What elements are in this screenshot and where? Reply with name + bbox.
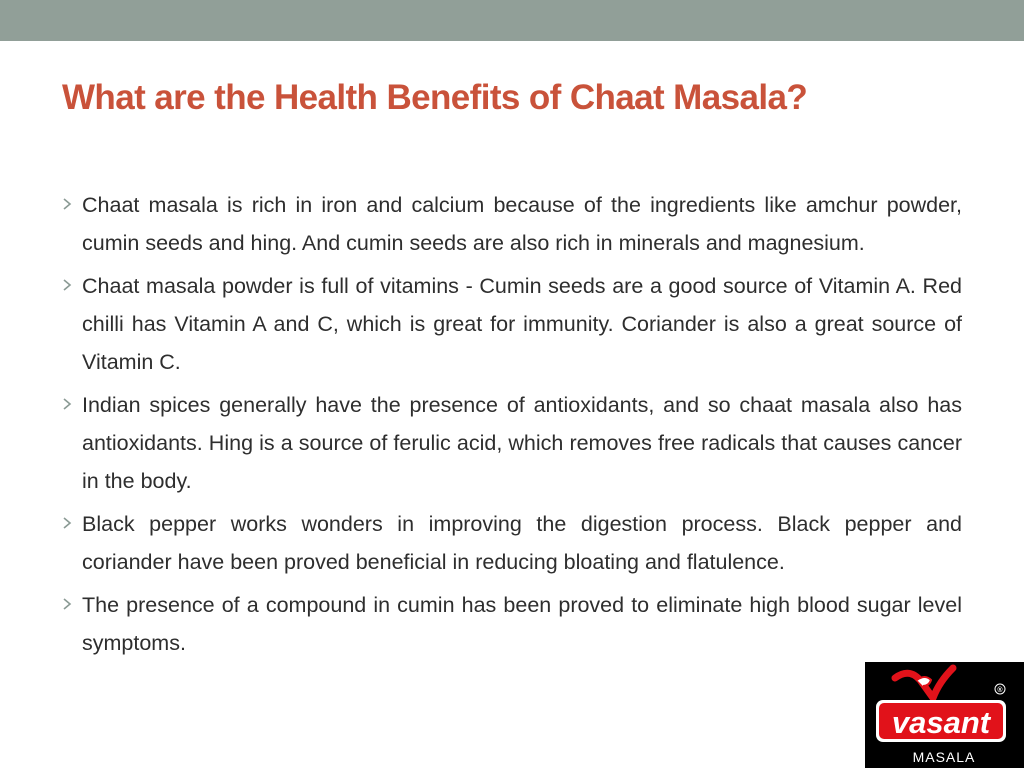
vasant-logo-graphic bbox=[865, 662, 1024, 768]
bullet-text: Indian spices generally have the presence of antioxidants, and so chaat masala also has antioxidants. Hing is a source of ferulic acid, which removes free radicals that causes cancer in the body. bbox=[82, 393, 962, 493]
arrow-bullet-icon bbox=[62, 516, 73, 530]
bullet-item bbox=[62, 586, 962, 662]
bullet-text: Chaat masala powder is full of vitamins - Cumin seeds are a good source of Vitamin A. Red chilli has Vitamin A and C, which is great for immunity. Coriander is also a great source of Vitamin C. bbox=[82, 274, 962, 374]
bullet-list bbox=[62, 186, 962, 667]
top-accent-bar bbox=[0, 0, 1024, 41]
registered-mark: ® bbox=[997, 687, 1003, 694]
bullet-item bbox=[62, 186, 962, 262]
arrow-bullet-icon bbox=[62, 597, 73, 611]
bullet-text: The presence of a compound in cumin has been proved to eliminate high blood sugar level symptoms. bbox=[82, 593, 962, 655]
bullet-text: Black pepper works wonders in improving the digestion process. Black pepper and coriander have been proved beneficial in reducing bloating and flatulence. bbox=[82, 512, 962, 574]
bullet-item bbox=[62, 267, 962, 381]
arrow-bullet-icon bbox=[62, 278, 73, 292]
arrow-bullet-icon bbox=[62, 197, 73, 211]
logo-brand-text: vasant bbox=[891, 705, 991, 740]
bullet-text: Chaat masala is rich in iron and calcium because of the ingredients like amchur powder, cumin seeds and hing. And cumin seeds are also rich in minerals and magnesium. bbox=[82, 193, 962, 255]
vasant-masala-logo bbox=[865, 662, 1024, 768]
arrow-bullet-icon bbox=[62, 397, 73, 411]
bullet-item bbox=[62, 505, 962, 581]
slide-title: What are the Health Benefits of Chaat Masala? bbox=[62, 78, 808, 117]
logo-sub-text: MASALA bbox=[912, 749, 976, 765]
bullet-item bbox=[62, 386, 962, 500]
